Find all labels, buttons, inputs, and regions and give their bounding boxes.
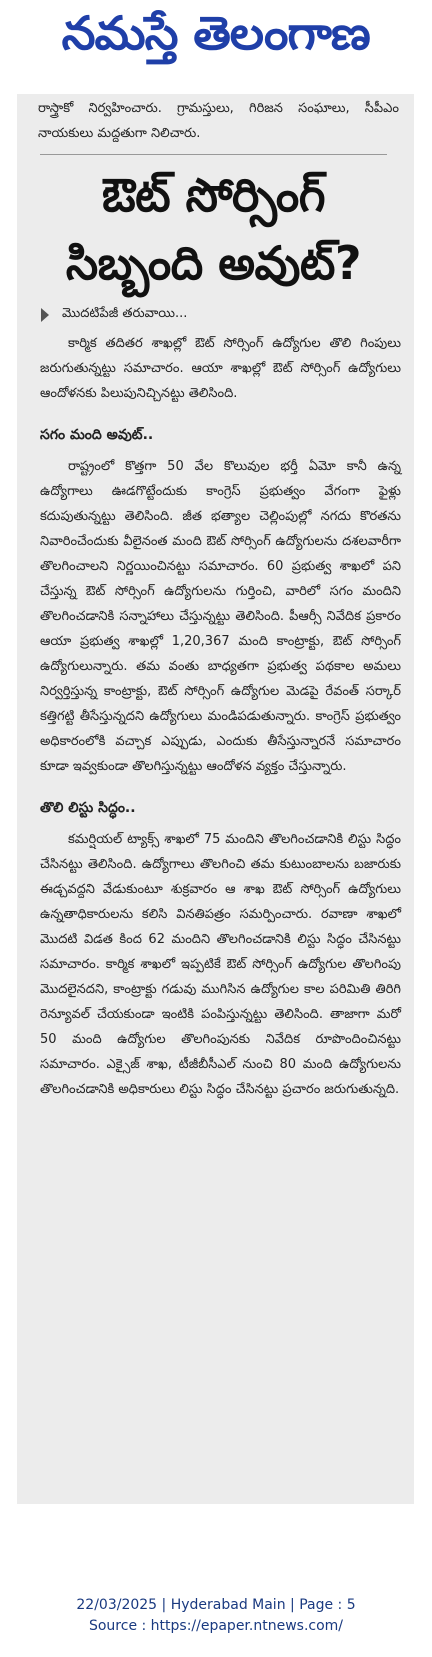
- footer-source: Source : https://epaper.ntnews.com/: [88, 1618, 344, 1634]
- intro-paragraph: కార్మిక తదితర శాఖల్లో ఔట్ సోర్సింగ్ ఉద్యోగుల తొలి గింపులు జరుగుతున్నట్టు సమాచారం. ఆయా శాఖల్లో ఔట్ సోర్సింగ్ ఉద్యోగులు ఆందోళనకు పిలుపునిచ్చినట్టు తెలిసింది.: [40, 336, 401, 401]
- newspaper-masthead: [0, 0, 432, 78]
- carryover-text: రాస్త్రాకో నిర్వహించారు. గ్రామస్తులు, గిరిజన సంఘాలు, సీపీఎం నాయకులు మద్దతుగా నిలిచారు.: [38, 101, 399, 141]
- headline-line-1: ఔట్ సోర్సింగ్: [101, 168, 326, 222]
- article-column: [22, 96, 405, 1102]
- section-2-paragraph: కమర్షియల్ ట్యాక్స్ శాఖలో 75 మందిని తొలగించడానికి లిస్టు సిద్ధం చేసినట్టు తెలిసింది. ఉద్యోగాలు తొలగించి తమ కుటుంబాలను బజారుకు ఈడ్చవద్దని వేడుకుంటూ శుక్రవారం ఆ శాఖ ఔట్ సోర్సింగ్ ఉద్యోగులు ఉన్నతాధికారులను కలిసి వినతిపత్రం సమర్పించారు. రవాణా శాఖలో మొదటి విడత కింద 62 మందిని తొలగించడానికి లిస్టు సిద్ధం చేసినట్టు సమాచారం. కార్మిక శాఖలో ఇప్పటికే ఔట్ సోర్సింగ్ ఉద్యోగుల తొలగింపు మొదలైనదని, కాంట్రాక్టు గడువు ముగిసిన ఉద్యోగుల కాల పరిమితి తిరిగి రెన్యూవల్ చేయకుండా ఇంటికి పంపిస్తున్నట్టు తెలిసింది. తాజాగా మరో 50 మంది ఉద్యోగుల తొలగింపునకు నివేదిక రూపొందించినట్టు సమాచారం. ఎక్సైజ్ శాఖ, టీజీబీసీఎల్ నుంచి 80 మంది ఉద్యోగులను తొలగించడానికి అధికారులు లిస్టు సిద్ధం చేసినట్టు ప్రచారం జరుగుతున్నది.: [40, 832, 401, 1097]
- headline: [22, 161, 405, 297]
- footer-date-edition: 22/03/2025 | Hyderabad Main | Page : 5: [76, 1597, 356, 1613]
- section-heading-1: సగం మంది అవుట్..: [40, 427, 154, 443]
- headline-line-2: సిబ్బంది అవుట్?: [65, 236, 362, 290]
- section-heading-2: తొలి లిస్టు సిద్ధం..: [40, 800, 136, 816]
- masthead-title: నమస్తే తెలంగాణ: [61, 6, 371, 60]
- divider: [40, 154, 387, 155]
- continued-from-marker: [38, 303, 405, 327]
- page-footer: [0, 1595, 432, 1637]
- chevron-right-icon: [38, 305, 52, 325]
- continued-from-text: మొదటిపేజీ తరువాయి...: [62, 306, 188, 321]
- section-1-paragraph: రాష్ట్రంలో కొత్తగా 50 వేల కొలువుల భర్తీ ఏమో కానీ ఉన్న ఉద్యోగాలు ఊడగొట్టేందుకు కాంగ్రెస్ ప్రభుత్వం వేగంగా ఫైళ్లు కదుపుతున్నట్టు తెలిసింది. జీత భత్యాల చెల్లింపుల్లో నగదు కొరతను నివారించేందుకు వీలైనంత మంది ఔట్ సోర్సింగ్ ఉద్యోగులను దశలవారీగా తొలగించాలని నిర్ణయించినట్టు సమాచారం. 60 ప్రభుత్వ శాఖలో పని చేస్తున్న ఔట్ సోర్సింగ్ ఉద్యోగులను గుర్తించి, వారిలో సగం మందిని తొలగించడానికి సన్నాహాలు చేస్తున్నట్టు తెలిసింది. పీఆర్సీ నివేదిక ప్రకారం ఆయా ప్రభుత్వ శాఖల్లో 1,20,367 మంది కాంట్రాక్టు, ఔట్ సోర్సింగ్ ఉద్యోగులున్నారు. తమ వంతు బాధ్యతగా ప్రభుత్వ పథకాల అమలు నిర్వర్తిస్తున్న కాంట్రాక్టు, ఔట్ సోర్సింగ్ ఉద్యోగుల మెడపై రేవంత్ సర్కార్ కత్తిగట్టి తీసేస్తున్నదని ఉద్యోగులు మండిపడుతున్నారు. కాంగ్రెస్ ప్రభుత్వం అధికారంలోకి వచ్చాక ఎప్పుడు, ఎందుకు తీసేస్తున్నారనే సమాచారం కూడా ఇవ్వకుండా తొలగిస్తున్నట్టు ఆందోళన వ్యక్తం చేస్తున్నారు.: [40, 459, 401, 774]
